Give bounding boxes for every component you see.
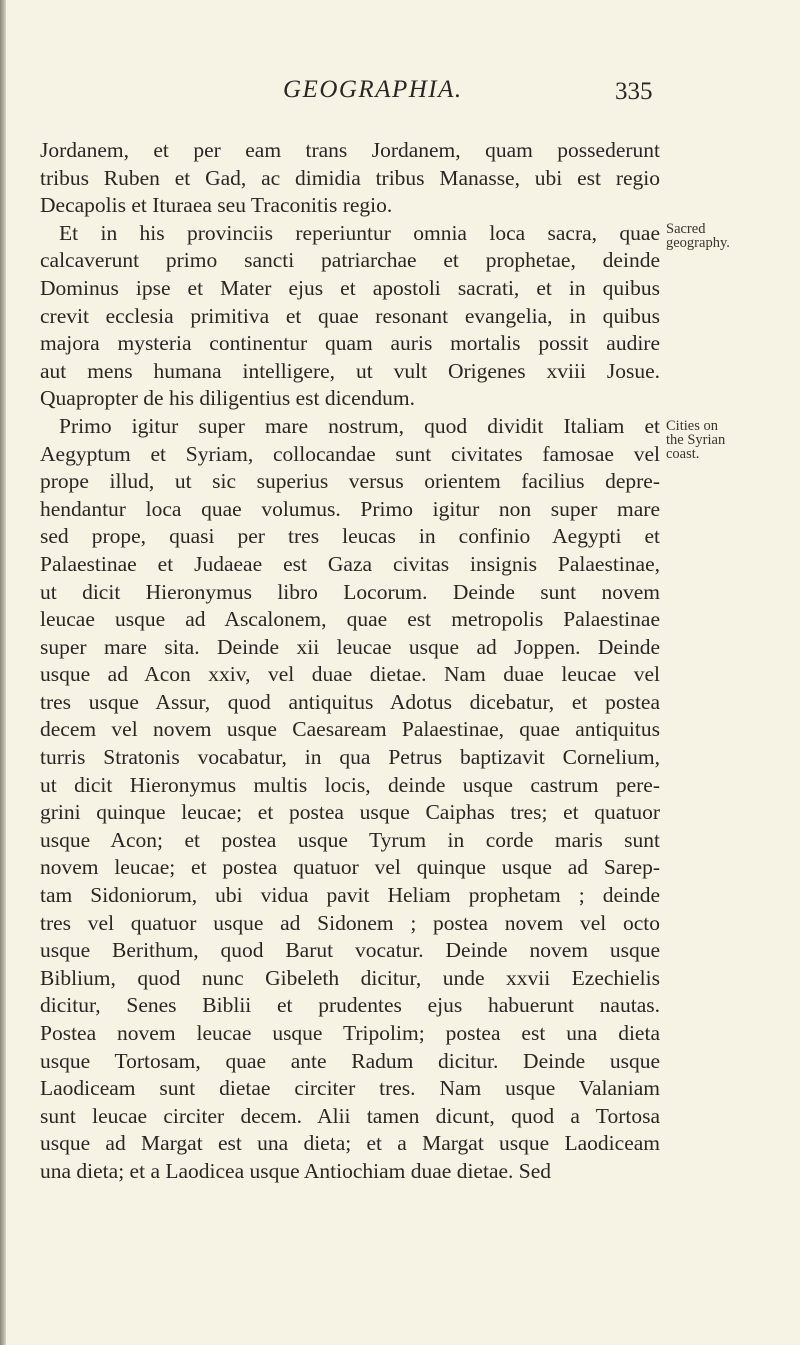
margin-note-line: coast.	[666, 446, 700, 462]
text-line: tam Sidoniorum, ubi vidua pavit Heliam prophetam ; deinde	[40, 883, 660, 908]
text-line: novem leucae; et postea quatuor vel quinque usque ad Sarep-	[40, 855, 660, 880]
text-line: usque Acon; et postea usque Tyrum in corde maris sunt	[40, 827, 660, 852]
text-line: Quapropter de his diligentius est dicendum.	[40, 386, 415, 411]
text-line: Laodiceam sunt dietae circiter tres. Nam usque Valaniam	[40, 1076, 660, 1101]
text-line: usque ad Margat est una dieta; et a Margat usque Laodiceam	[40, 1131, 660, 1156]
margin-note-line: geography.	[666, 235, 730, 251]
text-line: Jordanem, et per eam trans Jordanem, quam possederunt	[40, 138, 660, 162]
text-line: Et in his provinciis reperiuntur omnia loca sacra, quae	[59, 220, 660, 245]
text-line: ut dicit Hieronymus libro Locorum. Deinde sunt novem	[40, 579, 660, 604]
text-line: Aegyptum et Syriam, collocandae sunt civitates famosae vel	[40, 441, 660, 466]
text-line: usque Berithum, quod Barut vocatur. Deinde novem usque	[40, 938, 660, 963]
text-line: crevit ecclesia primitiva et quae resonant evangelia, in quibus	[40, 303, 660, 328]
margin-note-syrian-coast	[666, 419, 796, 461]
text-line: prope illud, ut sic superius versus orientem facilius depre-	[40, 469, 660, 494]
text-line: Primo igitur super mare nostrum, quod dividit Italiam et	[59, 413, 660, 438]
margin-note-sacred-geography	[666, 222, 796, 250]
margin-note-line: the Syrian	[666, 432, 726, 448]
text-line: aut mens humana intelligere, ut vult Origenes xviii Josue.	[40, 358, 660, 383]
text-line: tribus Ruben et Gad, ac dimidia tribus Manasse, ubi est regio	[40, 165, 660, 190]
text-line: ut dicit Hieronymus multis locis, deinde usque castrum pere-	[40, 772, 660, 797]
text-line: super mare sita. Deinde xii leucae usque ad Joppen. Deinde	[40, 634, 660, 659]
text-line: turris Stratonis vocabatur, in qua Petrus baptizavit Cornelium,	[40, 745, 660, 770]
body-text	[40, 137, 660, 1186]
text-line: una dieta; et a Laodicea usque Antiochiam duae dietae. Sed	[40, 1158, 552, 1183]
text-line: decem vel novem usque Caesaream Palaestinae, quae antiquitus	[40, 717, 660, 742]
text-line: tres vel quatuor usque ad Sidonem ; postea novem vel octo	[40, 910, 660, 935]
text-line: sed prope, quasi per tres leucas in confinio Aegypti et	[40, 524, 660, 549]
text-line: Decapolis et Ituraea seu Traconitis regio.	[40, 193, 393, 218]
text-line: grini quinque leucae; et postea usque Caiphas tres; et quatuor	[40, 800, 660, 825]
text-line: tres usque Assur, quod antiquitus Adotus dicebatur, et postea	[40, 689, 660, 714]
text-line: leucae usque ad Ascalonem, quae est metropolis Palaestinae	[40, 607, 660, 632]
text-line: hendantur loca quae volumus. Primo igitur non super mare	[40, 496, 660, 521]
text-line: usque Tortosam, quae ante Radum dicitur. Deinde usque	[40, 1048, 660, 1073]
text-line: Biblium, quod nunc Gibeleth dicitur, unde xxvii Ezechielis	[40, 965, 660, 990]
page-edge	[0, 0, 6, 1345]
page-number: 335	[615, 78, 653, 105]
running-title: GEOGRAPHIA.	[283, 76, 463, 103]
text-line: usque ad Acon xxiv, vel duae dietae. Nam duae leucae vel	[40, 662, 660, 687]
margin-note-line: Cities on	[666, 418, 718, 434]
margin-note-line: Sacred	[666, 221, 706, 237]
text-line: Palaestinae et Judaeae est Gaza civitas insignis Palaestinae,	[40, 551, 660, 576]
text-line: Dominus ipse et Mater ejus et apostoli sacrati, et in quibus	[40, 275, 660, 300]
text-line: Postea novem leucae usque Tripolim; postea est una dieta	[40, 1021, 660, 1045]
text-line: dicitur, Senes Biblii et prudentes ejus habuerunt nautas.	[40, 993, 660, 1018]
running-head	[0, 76, 800, 116]
text-line: calcaverunt primo sancti patriarchae et prophetae, deinde	[40, 248, 660, 273]
text-line: sunt leucae circiter decem. Alii tamen dicunt, quod a Tortosa	[40, 1103, 660, 1128]
text-line: majora mysteria continentur quam auris mortalis possit audire	[40, 331, 660, 356]
